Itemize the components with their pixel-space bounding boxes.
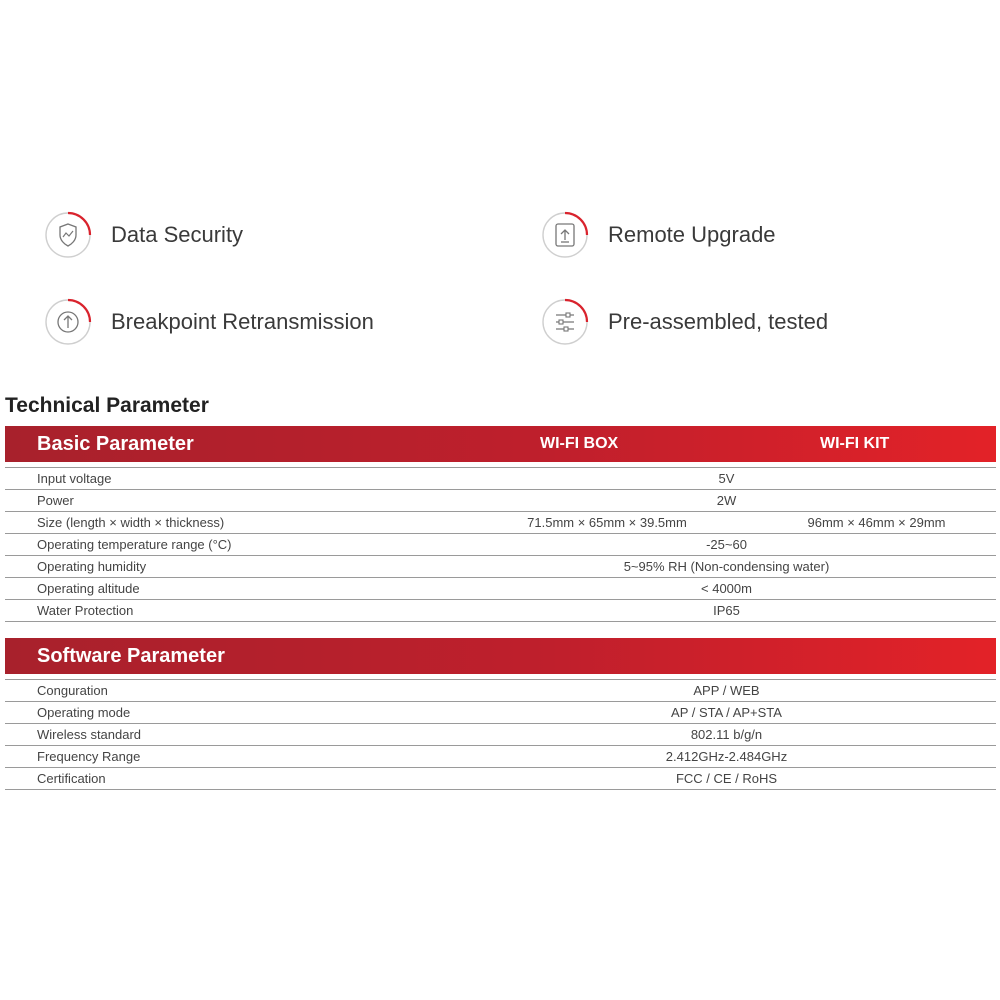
param-name: Water Protection [5,600,457,622]
basic-parameter-table [5,467,996,622]
param-value: 802.11 b/g/n [457,724,996,746]
feature-label: Pre-assembled, tested [608,309,829,334]
feature-remote-upgrade [540,210,776,260]
software-parameter-title: Software Parameter [37,645,225,667]
sliders-icon [540,297,590,347]
basic-parameter-header [5,426,996,462]
arrow-up-circle-icon [43,297,93,347]
table-row [5,578,996,600]
param-name: Operating temperature range (°C) [5,534,457,556]
feature-pre-assembled [540,297,828,347]
table-row [5,680,996,702]
param-value: 2.412GHz-2.484GHz [457,746,996,768]
table-row [5,746,996,768]
table-row [5,512,996,534]
param-value: APP / WEB [457,680,996,702]
feature-data-security [43,210,243,260]
param-name: Wireless standard [5,724,457,746]
software-parameter-table [5,679,996,790]
param-value: 5V [457,468,996,490]
param-name: Power [5,490,457,512]
table-row [5,702,996,724]
table-row [5,534,996,556]
param-value: < 4000m [457,578,996,600]
table-row [5,490,996,512]
param-value: -25~60 [457,534,996,556]
param-name: Certification [5,768,457,790]
param-name: Frequency Range [5,746,457,768]
param-value-kit: 96mm × 46mm × 29mm [757,512,996,534]
param-name: Operating mode [5,702,457,724]
column-header-wifi-kit: WI-FI KIT [820,435,890,452]
feature-label: Data Security [111,222,244,247]
upload-icon [540,210,590,260]
param-value: 2W [457,490,996,512]
table-row [5,768,996,790]
feature-label: Breakpoint Retransmission [111,309,374,334]
param-name: Operating humidity [5,556,457,578]
table-row [5,600,996,622]
column-header-wifi-box: WI-FI BOX [540,435,619,452]
param-name: Input voltage [5,468,457,490]
param-value: FCC / CE / RoHS [457,768,996,790]
param-name: Operating altitude [5,578,457,600]
basic-parameter-title: Basic Parameter [37,433,194,455]
feature-breakpoint-retransmission [43,297,374,347]
table-row [5,556,996,578]
param-value: 5~95% RH (Non-condensing water) [457,556,996,578]
shield-icon [43,210,93,260]
table-row [5,468,996,490]
param-value: IP65 [457,600,996,622]
param-value: AP / STA / AP+STA [457,702,996,724]
table-row [5,724,996,746]
param-name: Size (length × width × thickness) [5,512,457,534]
param-value-box: 71.5mm × 65mm × 39.5mm [457,512,757,534]
section-title: Technical Parameter [5,394,209,417]
feature-label: Remote Upgrade [608,222,776,247]
param-name: Conguration [5,680,457,702]
software-parameter-header [5,638,996,674]
